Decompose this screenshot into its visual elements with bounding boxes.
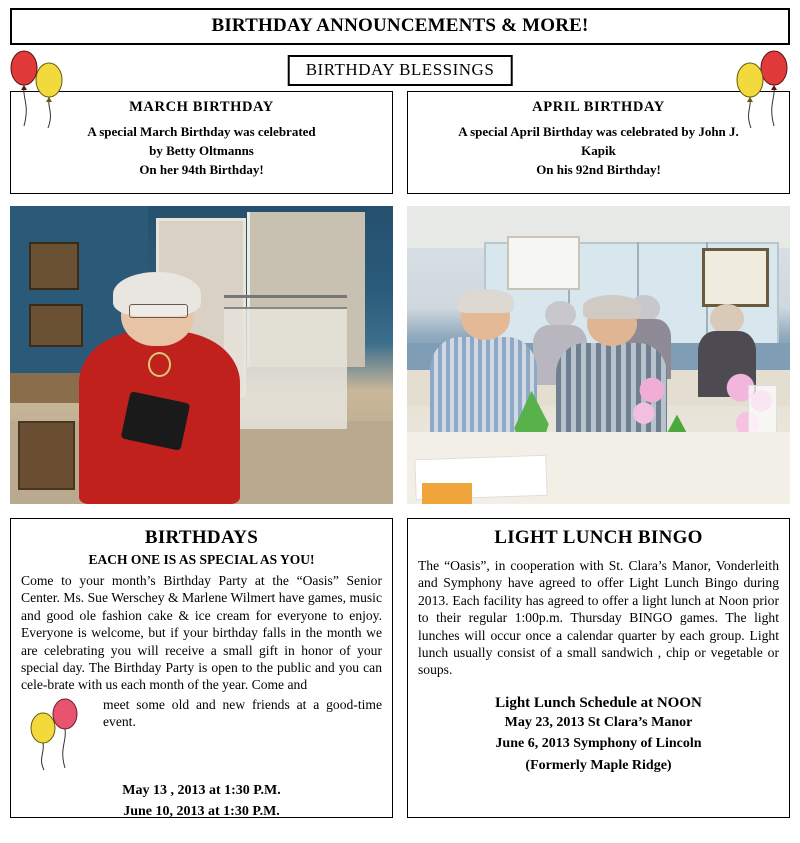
march-line-3: On her 94th Birthday! <box>139 161 264 177</box>
march-line-2: by Betty Oltmanns <box>149 142 254 158</box>
bingo-paragraph: The “Oasis”, in cooperation with St. Clara’s Manor, Vonderleith and Symphony have agreed to offer Light Lunch Bingo during 2013. Each facility has agreed to offer a light lunch at Noon prior to their regular 1:00p.m. Thursday BINGO games. The light lunches will occur once a calendar quarter by each group. Light lunch usually consist of a small sandwich , chip or vegetable or soups. <box>418 558 779 678</box>
bingo-title: LIGHT LUNCH BINGO <box>494 527 703 548</box>
birthdays-article <box>10 518 393 818</box>
balloon-cluster-top-left <box>4 46 76 132</box>
blessings-row <box>8 53 792 89</box>
blessings-box <box>288 55 513 86</box>
birthdays-date-1: May 13 , 2013 at 1:30 P.M. <box>122 782 281 798</box>
balloon-cluster-top-right <box>724 46 796 132</box>
birthdays-paragraph-2: meet some old and new friends at a good-time event. <box>103 696 382 730</box>
balloons-icon <box>724 46 796 132</box>
photo-left-wrapper <box>10 206 393 504</box>
march-line-1: A special March Birthday was celebrated <box>87 124 316 139</box>
bingo-column <box>407 518 790 818</box>
photo-row <box>8 206 792 504</box>
april-heading: APRIL BIRTHDAY <box>532 99 665 115</box>
balloon-cluster-bottom-left <box>23 698 97 772</box>
bingo-schedule-title: Light Lunch Schedule at NOON <box>495 694 702 711</box>
april-line-3: On his 92nd Birthday! <box>536 161 661 177</box>
photo-right-wrapper <box>407 206 790 504</box>
balloons-icon <box>4 46 76 132</box>
photo-betty-oltmanns <box>10 206 393 504</box>
bingo-article <box>407 518 790 818</box>
april-line-1: A special April Birthday was celebrated by John J. <box>458 124 739 139</box>
bingo-schedule-line: May 23, 2013 St Clara’s Manor <box>504 714 693 730</box>
page-title: BIRTHDAY ANNOUNCEMENTS & MORE! <box>211 15 589 36</box>
april-line-2: Kapik <box>581 142 616 158</box>
page-banner <box>10 8 790 45</box>
march-heading: MARCH BIRTHDAY <box>129 99 274 115</box>
article-row <box>8 518 792 818</box>
birthdays-subtitle: EACH ONE IS AS SPECIAL AS YOU! <box>88 552 315 567</box>
birthday-announcement-row <box>8 91 792 194</box>
birthdays-date-2: June 10, 2013 at 1:30 P.M. <box>123 803 280 819</box>
bingo-schedule-line: June 6, 2013 Symphony of Lincoln <box>495 736 702 752</box>
birthdays-column <box>10 518 393 818</box>
birthdays-title: BIRTHDAYS <box>144 527 259 548</box>
blessings-title: BIRTHDAY BLESSINGS <box>305 60 495 79</box>
photo-birthday-party-table <box>407 206 790 504</box>
birthdays-paragraph: Come to your month’s Birthday Party at the “Oasis” Senior Center. Ms. Sue Werschey & Marlene Wilmert have games, music and good ole fashion cake & ice cream for everyone to enjoy. Everyone is welcome, but if your birthday falls in the month we are celebrating you will receive a small gift in honor of your special day. The Birthday Party is open to the public and you can cele-brate with us each month of the year. Come and <box>21 573 382 693</box>
bingo-schedule-line: (Formerly Maple Ridge) <box>525 758 672 774</box>
balloons-icon <box>23 698 97 772</box>
